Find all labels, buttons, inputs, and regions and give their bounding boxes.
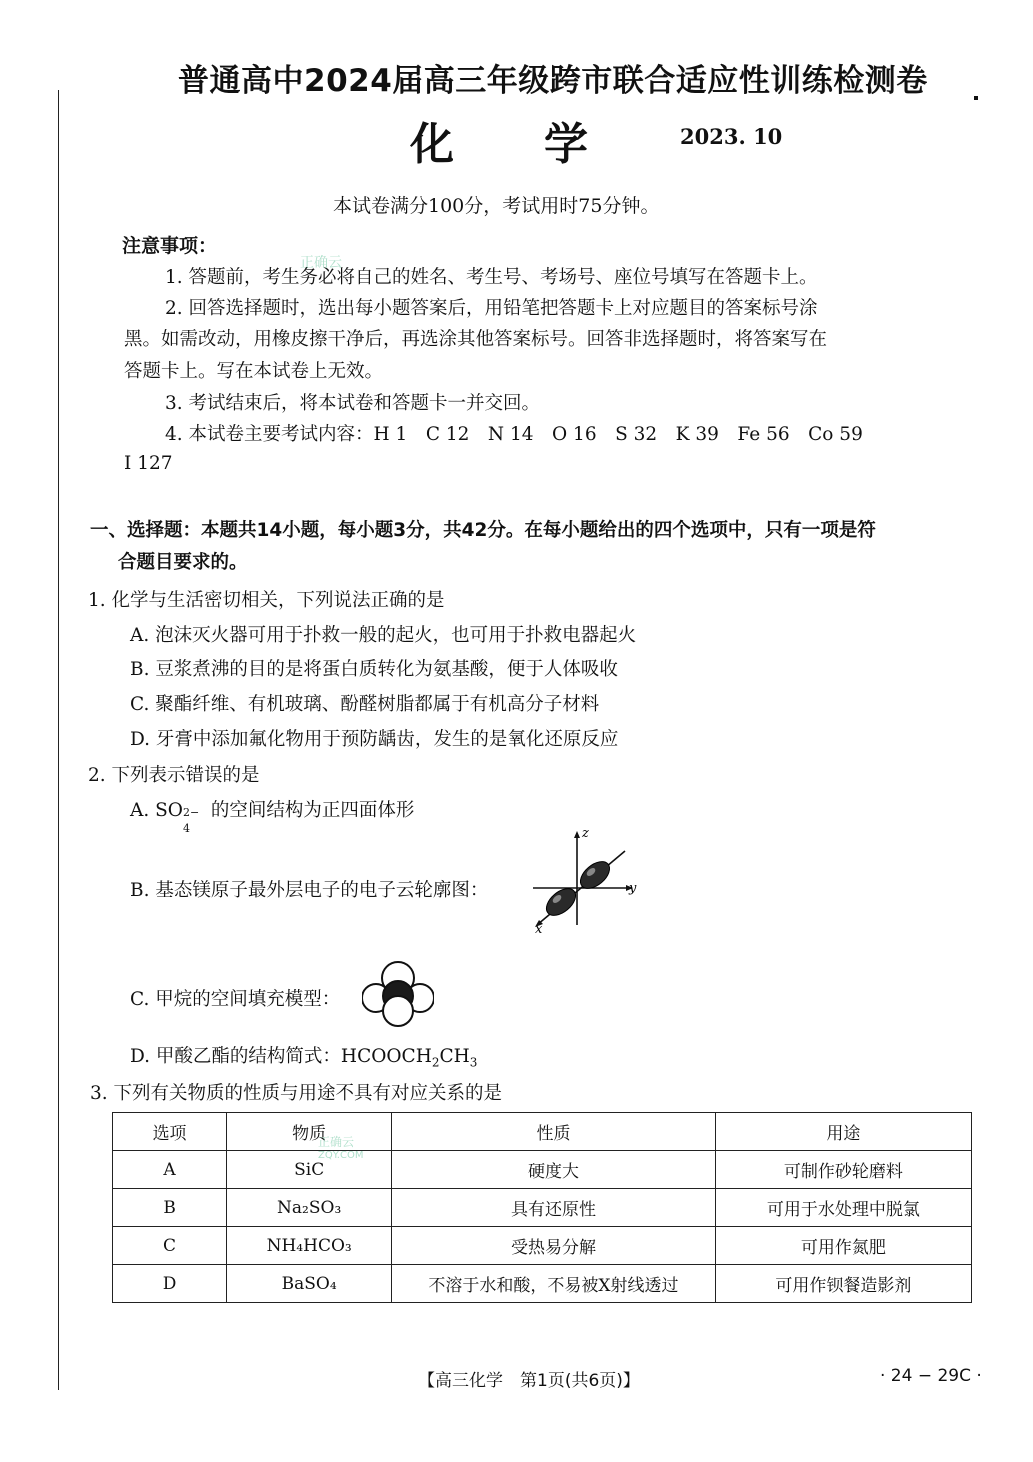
cell-use: 可用作钡餐造影剂: [715, 1265, 971, 1303]
notice-line-3: 3. 考试结束后，将本试卷和答题卡一并交回。: [165, 393, 541, 414]
q2-a-prefix: A. SO: [130, 800, 183, 821]
subject-title: 化学: [410, 119, 678, 170]
z-arrow-icon: [574, 831, 580, 838]
table-row: [113, 1189, 972, 1227]
header-option: 选项: [113, 1113, 227, 1151]
q1-option-a: A. 泡沫灭火器可用于扑救一般的起火，也可用于扑救电器起火: [130, 625, 637, 646]
exam-title: 普通高中2024届高三年级跨市联合适应性训练检测卷: [178, 63, 928, 99]
cell-substance: BaSO₄: [227, 1265, 392, 1303]
watermark-logo: [318, 1136, 363, 1162]
q2-a-sub: 4: [182, 822, 190, 835]
notice-line-4a: 4. 本试卷主要考试内容：H 1 C 12 N 14 O 16 S 32 K 39 Fe 56 Co 59: [165, 424, 863, 445]
table-row: [113, 1265, 972, 1303]
notice-heading: 注意事项：: [122, 235, 218, 257]
cell-property: 受热易分解: [392, 1227, 716, 1265]
h-atom-bottom: [383, 996, 413, 1026]
corner-dot: [974, 96, 978, 100]
table-header-row: [113, 1113, 972, 1151]
header-use: 用途: [715, 1113, 971, 1151]
q2-option-c: C. 甲烷的空间填充模型：: [130, 989, 341, 1010]
cell-option: C: [113, 1227, 227, 1265]
cell-property: 硬度大: [392, 1151, 716, 1189]
q2-a-suffix: 的空间结构为正四面体形: [204, 800, 415, 821]
axis-label-y: y: [629, 881, 637, 896]
cell-substance: SiC: [227, 1151, 392, 1189]
cell-option: A: [113, 1151, 227, 1189]
axis-label-x: x: [535, 922, 543, 935]
watermark-logo: [300, 252, 342, 272]
cell-property: 具有还原性: [392, 1189, 716, 1227]
q2-d-sub2: 3: [469, 1055, 478, 1070]
table-row: [113, 1227, 972, 1265]
q2-d-prefix: D. 甲酸乙酯的结构简式：HCOOCH: [130, 1046, 432, 1067]
cell-substance: NH₄HCO₃: [227, 1227, 392, 1265]
notice-line-2c: 答题卡上。写在本试卷上无效。: [124, 361, 384, 382]
q1-stem: 1. 化学与生活密切相关，下列说法正确的是: [88, 590, 445, 611]
orbital-lobe-lower: [542, 883, 581, 920]
q1-option-d: D. 牙膏中添加氟化物用于预防龋齿，发生的是氧化还原反应: [130, 729, 619, 750]
q1-option-b: B. 豆浆煮沸的目的是将蛋白质转化为氨基酸，便于人体吸收: [130, 659, 618, 680]
q2-option-a: [130, 796, 415, 835]
q2-option-d: [130, 1042, 477, 1070]
page-footer: 【高三化学 第1页(共6页)】: [418, 1371, 640, 1391]
cell-use: 可用作氮肥: [715, 1227, 971, 1265]
table-row: [113, 1151, 972, 1189]
section-heading-b: 合题目要求的。: [118, 552, 248, 573]
notice-line-4b: I 127: [124, 453, 173, 474]
cell-substance: Na₂SO₃: [227, 1189, 392, 1227]
cell-use: 可制作砂轮磨料: [715, 1151, 971, 1189]
cell-option: B: [113, 1189, 227, 1227]
exam-intro: 本试卷满分100分，考试用时75分钟。: [333, 195, 660, 217]
q2-stem: 2. 下列表示错误的是: [88, 765, 260, 786]
exam-code: · 24 − 29C ·: [880, 1366, 982, 1386]
q2-d-mid: CH: [439, 1046, 470, 1067]
cell-use: 可用于水处理中脱氯: [715, 1189, 971, 1227]
cell-property: 不溶于水和酸，不易被X射线透过: [392, 1265, 716, 1303]
q3-stem: 3. 下列有关物质的性质与用途不具有对应关系的是: [90, 1083, 503, 1104]
binding-margin-line: [58, 90, 59, 1390]
q2-a-charge: 2−: [182, 806, 200, 819]
section-heading-a: 一、选择题：本题共14小题，每小题3分，共42分。在每小题给出的四个选项中，只有一项是符: [90, 520, 876, 541]
header-substance: 物质: [227, 1113, 392, 1151]
notice-line-2a: 2. 回答选择题时，选出每小题答案后，用铅笔把答题卡上对应题目的答案标号涂: [165, 298, 818, 319]
q1-option-c: C. 聚酯纤维、有机玻璃、酚醛树脂都属于有机高分子材料: [130, 694, 600, 715]
exam-date: 2023. 10: [680, 124, 783, 149]
notice-line-2b: 黑。如需改动，用橡皮擦干净后，再选涂其他答案标号。回答非选择题时，将答案写在: [124, 329, 828, 350]
q2-option-b: B. 基态镁原子最外层电子的电子云轮廓图：: [130, 880, 489, 901]
cell-option: D: [113, 1265, 227, 1303]
q3-table: [112, 1112, 972, 1303]
p-orbital-diagram: [525, 825, 645, 935]
methane-model-diagram: [362, 960, 434, 1028]
watermark-text: 正确云: [318, 1135, 355, 1149]
watermark-text: 正确云: [300, 255, 342, 271]
notice-line-1: 1. 答题前，考生务必将自己的姓名、考生号、考场号、座位号填写在答题卡上。: [165, 267, 818, 288]
watermark-url: ZQY.COM: [318, 1150, 364, 1161]
axis-label-z: z: [582, 826, 589, 841]
header-property: 性质: [392, 1113, 716, 1151]
q2-d-sub1: 2: [431, 1055, 440, 1070]
